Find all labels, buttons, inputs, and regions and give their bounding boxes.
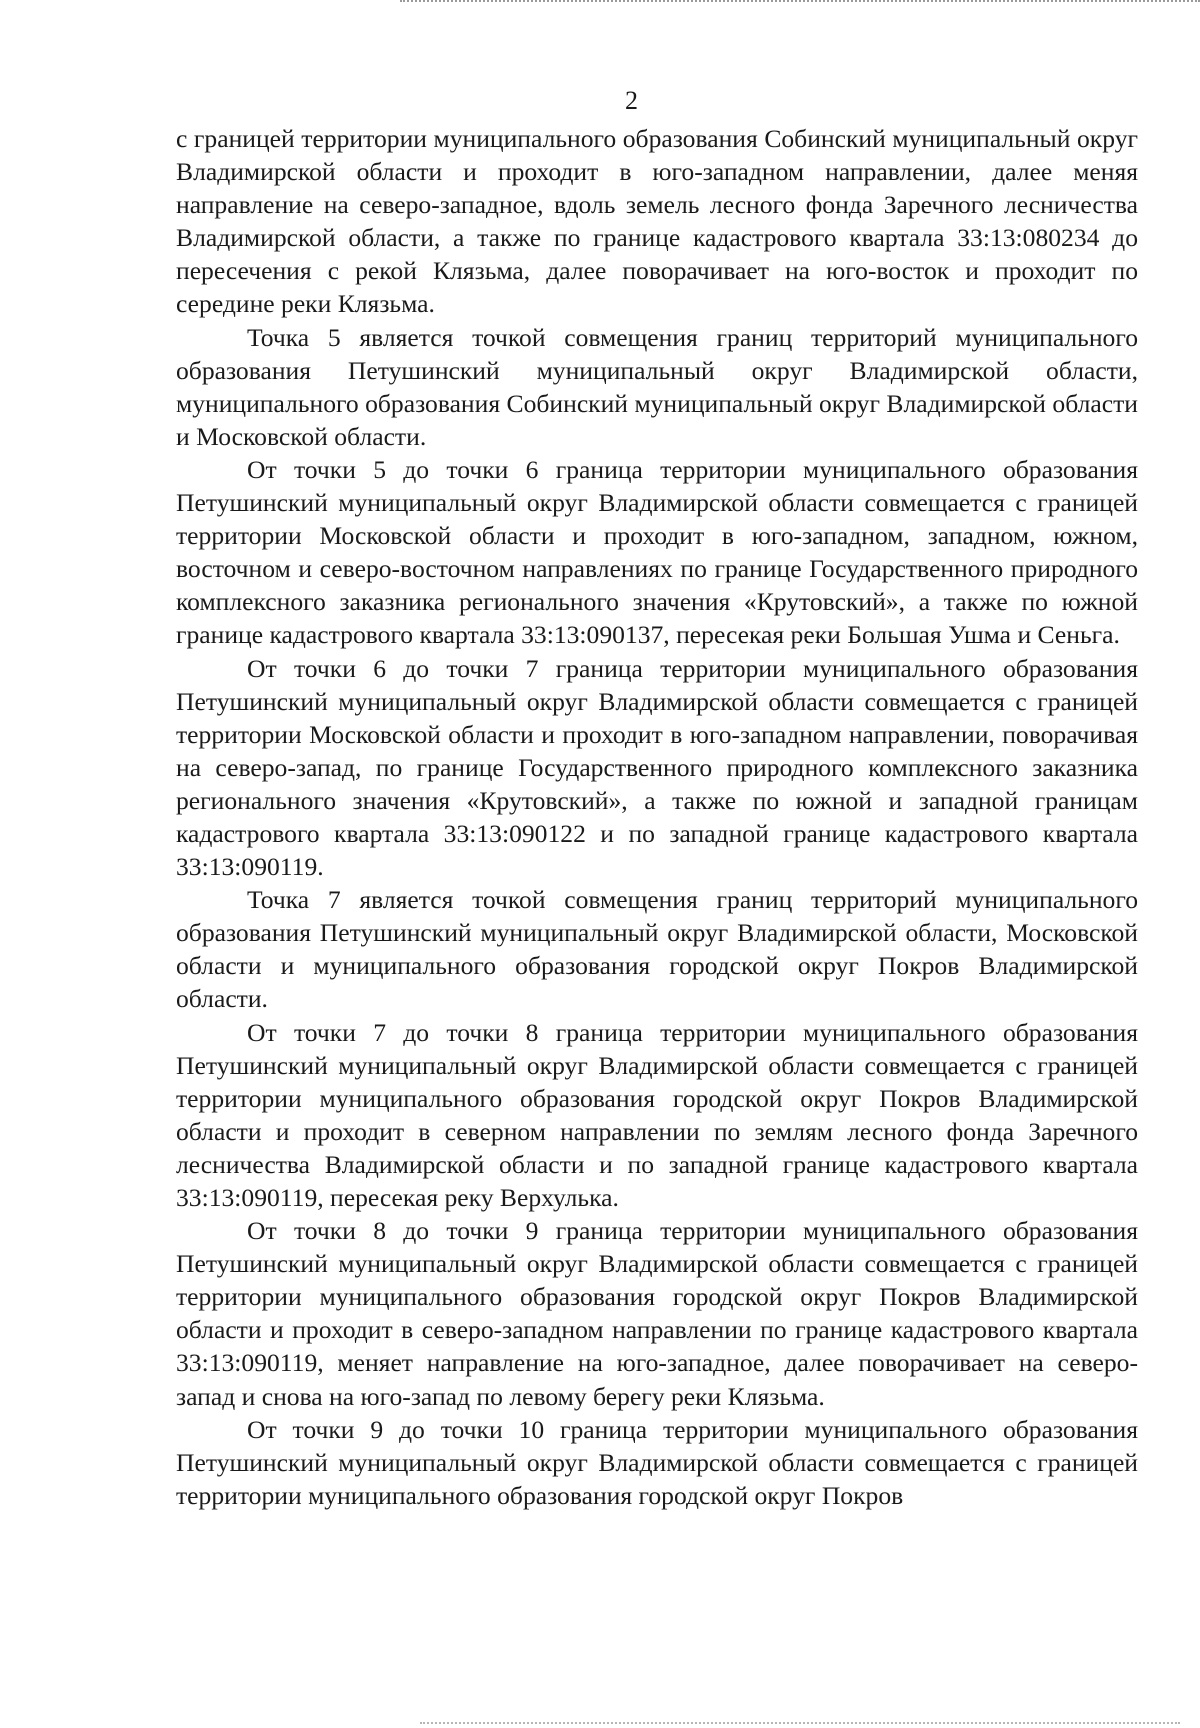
document-body [176, 122, 1138, 1512]
paragraph-continuation: с границей территории муниципального образования Собинский муниципальный округ Владимирской области и проходит в юго-западном направлении, далее меняя направление на северо-западное, вдоль земель лесного фонда Заречного лесничества Владимирской области, а также по границе кадастрового квартала 33:13:080234 до пересечения с рекой Клязьма, далее поворачивает на юго-восток и проходит по середине реки Клязьма. [176, 124, 1138, 319]
paragraph-point-7-to-8: От точки 7 до точки 8 граница территории муниципального образования Петушинский муниципальный округ Владимирской области совмещается с границей территории муниципального образования городской округ Покров Владимирской области и проходит в северном направлении по землям лесного фонда Заречного лесничества Владимирской области и по западной границе кадастрового квартала 33:13:090119, пересекая реку Верхулька. [176, 1017, 1138, 1212]
paragraph-point-5: Точка 5 является точкой совмещения границ территорий муниципального образования Петушинский муниципальный округ Владимирской области, муниципального образования Собинский муниципальный округ Владимирской области и Московской области. [176, 322, 1138, 451]
paragraph-point-7: Точка 7 является точкой совмещения границ территорий муниципального образования Петушинский муниципальный округ Владимирской области, Московской области и муниципального образования городской округ Покров Владимирской области. [176, 885, 1138, 1014]
page-number: 2 [625, 86, 638, 115]
paragraph-point-8-to-9: От точки 8 до точки 9 граница территории муниципального образования Петушинский муниципальный округ Владимирской области совмещается с границей территории муниципального образования городской округ Покров Владимирской области и проходит в северо-западном направлении по границе кадастрового квартала 33:13:090119, меняет направление на юго-западное, далее поворачивает на северо-запад и снова на юго-запад по левому берегу реки Клязьма. [176, 1216, 1138, 1411]
paragraph-point-6-to-7: От точки 6 до точки 7 граница территории муниципального образования Петушинский муниципальный округ Владимирской области совмещается с границей территории Московской области и проходит в юго-западном направлении, поворачивая на северо-запад, по границе Государственного природного комплексного заказника регионального значения «Крутовский», а также по южной и западной границам кадастрового квартала 33:13:090122 и по западной границе кадастрового квартала 33:13:090119. [176, 653, 1138, 882]
paragraph-point-9-to-10: От точки 9 до точки 10 граница территории муниципального образования Петушинский муниципальный округ Владимирской области совмещается с границей территории муниципального образования городской округ Покров [176, 1414, 1138, 1510]
scan-edge-top [400, 0, 1200, 4]
scan-edge-bottom [420, 1722, 1180, 1726]
paragraph-point-5-to-6: От точки 5 до точки 6 граница территории муниципального образования Петушинский муниципальный округ Владимирской области совмещается с границей территории Московской области и проходит в юго-западном, западном, южном, восточном и северо-восточном направлениях по границе Государственного природного комплексного заказника регионального значения «Крутовский», а также по южной границе кадастрового квартала 33:13:090137, пересекая реки Большая Ушма и Сеньга. [176, 454, 1138, 650]
